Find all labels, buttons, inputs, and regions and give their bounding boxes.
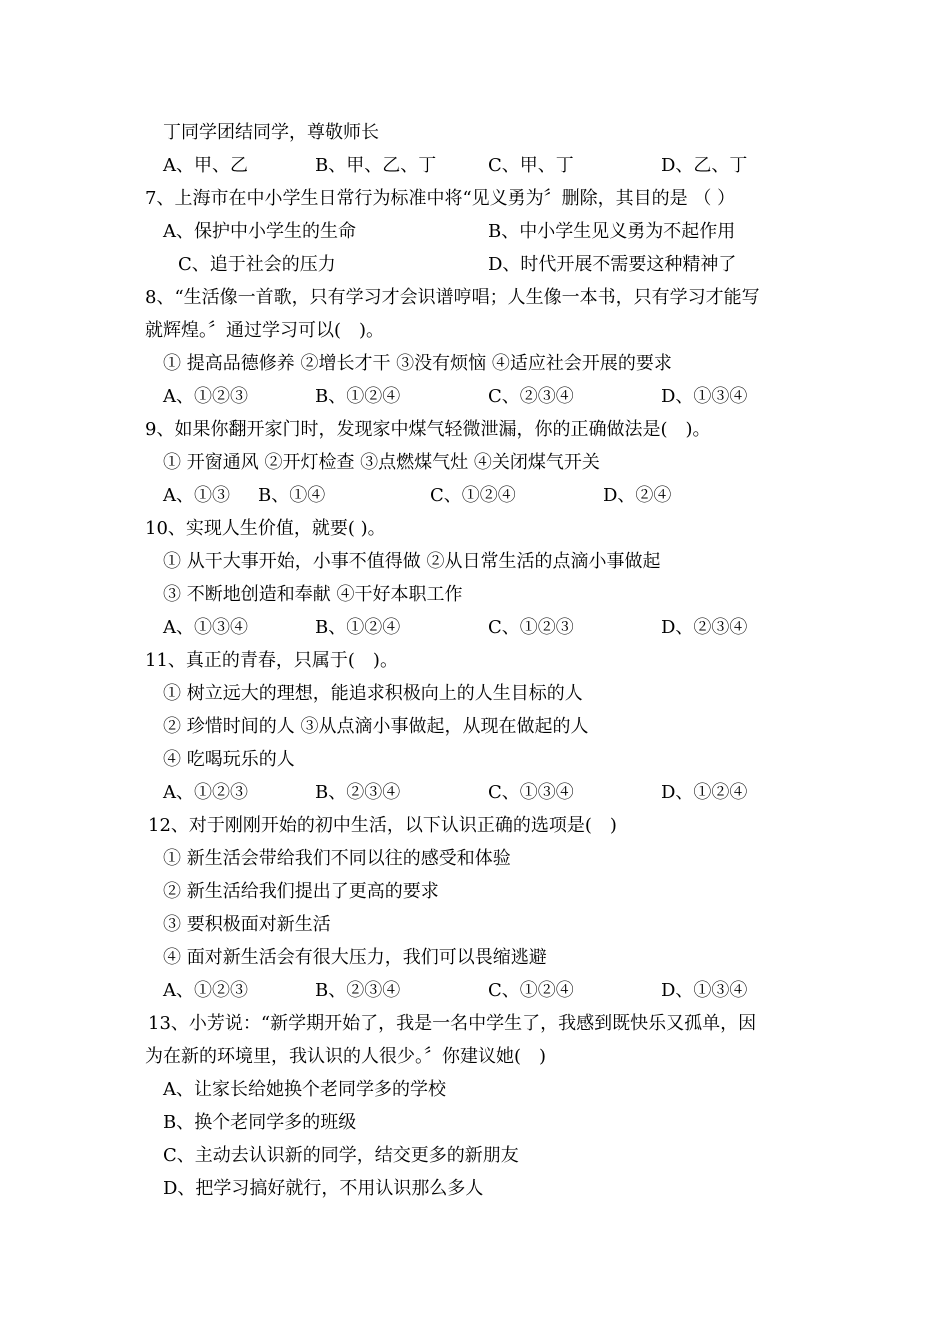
option-a: A、①②③ [163,386,248,407]
q12-items-line1: ① 新生活会带给我们不同以往的感受和体验 [163,848,511,869]
q7-stem: 7、上海市在中小学生日常行为标准中将“见义勇为〞删除，其目的是 （ ） [145,188,736,209]
q12-items-line4: ④ 面对新生活会有很大压力，我们可以畏缩逃避 [163,947,547,968]
option-d: D、乙、丁 [661,155,748,176]
q9-stem: 9、如果你翻开家门时，发现家中煤气轻微泄漏，你的正确做法是( )。 [145,419,711,440]
q11-items-line3: ④ 吃喝玩乐的人 [163,749,295,770]
q12-items-line2: ② 新生活给我们提出了更高的要求 [163,881,439,902]
option-a: A、甲、乙 [163,155,248,176]
option-c: C、①②④ [430,485,516,506]
q13-option-a: A、让家长给她换个老同学多的学校 [163,1079,446,1100]
q13-option-c: C、主动去认识新的同学，结交更多的新朋友 [163,1145,519,1166]
option-c: C、①③④ [488,782,574,803]
option-b: B、甲、乙、丁 [315,155,437,176]
option-d: D、①②④ [661,782,748,803]
q11-items-line1: ① 树立远大的理想，能追求积极向上的人生目标的人 [163,683,583,704]
option-c: C、甲、丁 [488,155,574,176]
option-c: C、②③④ [488,386,574,407]
q6-tail: 丁同学团结同学，尊敬师长 [163,122,379,143]
option-a: A、①③ [163,485,230,506]
option-a: A、①②③ [163,782,248,803]
q8-stem-line1: 8、“生活像一首歌，只有学习才会识谱哼唱；人生像一本书，只有学习才能写 [145,287,760,308]
q8-stem-line2: 就辉煌。〞通过学习可以( )。 [145,320,385,341]
option-a: A、①③④ [163,617,248,638]
option-d: D、②④ [603,485,672,506]
q12-items-line3: ③ 要积极面对新生活 [163,914,331,935]
option-c: C、追于社会的压力 [178,254,336,275]
q9-items: ① 开窗通风 ②开灯检查 ③点燃煤气灶 ④关闭煤气开关 [163,452,600,473]
option-b: B、中小学生见义勇为不起作用 [488,221,736,242]
q11-stem: 11、真正的青春，只属于( )。 [145,650,398,671]
option-b: B、①②④ [315,617,401,638]
option-b: B、①④ [258,485,326,506]
option-d: D、②③④ [661,617,748,638]
option-c: C、①②④ [488,980,574,1001]
option-d: D、①③④ [661,980,748,1001]
q13-stem-line1: 13、小芳说：“新学期开始了，我是一名中学生了，我感到既快乐又孤单，因 [148,1013,757,1034]
option-a: A、①②③ [163,980,248,1001]
option-d: D、①③④ [661,386,748,407]
q13-option-b: B、换个老同学多的班级 [163,1112,357,1133]
option-b: B、①②④ [315,386,401,407]
option-b: B、②③④ [315,782,401,803]
q10-items-line2: ③ 不断地创造和奉献 ④干好本职工作 [163,584,463,605]
q10-items-line1: ① 从干大事开始，小事不值得做 ②从日常生活的点滴小事做起 [163,551,661,572]
option-d: D、时代开展不需要这种精神了 [488,254,737,275]
option-b: B、②③④ [315,980,401,1001]
q13-option-d: D、把学习搞好就行，不用认识那么多人 [163,1178,484,1199]
option-c: C、①②③ [488,617,574,638]
option-a: A、保护中小学生的生命 [163,221,356,242]
q13-stem-line2: 为在新的环境里，我认识的人很少。〞你建议她( ) [145,1046,547,1067]
q12-stem: 12、对于刚刚开始的初中生活，以下认识正确的选项是( ) [148,815,617,836]
q11-items-line2: ② 珍惜时间的人 ③从点滴小事做起，从现在做起的人 [163,716,589,737]
q10-stem: 10、实现人生价值，就要( )。 [145,518,386,539]
q8-items: ① 提高品德修养 ②增长才干 ③没有烦恼 ④适应社会开展的要求 [163,353,672,374]
